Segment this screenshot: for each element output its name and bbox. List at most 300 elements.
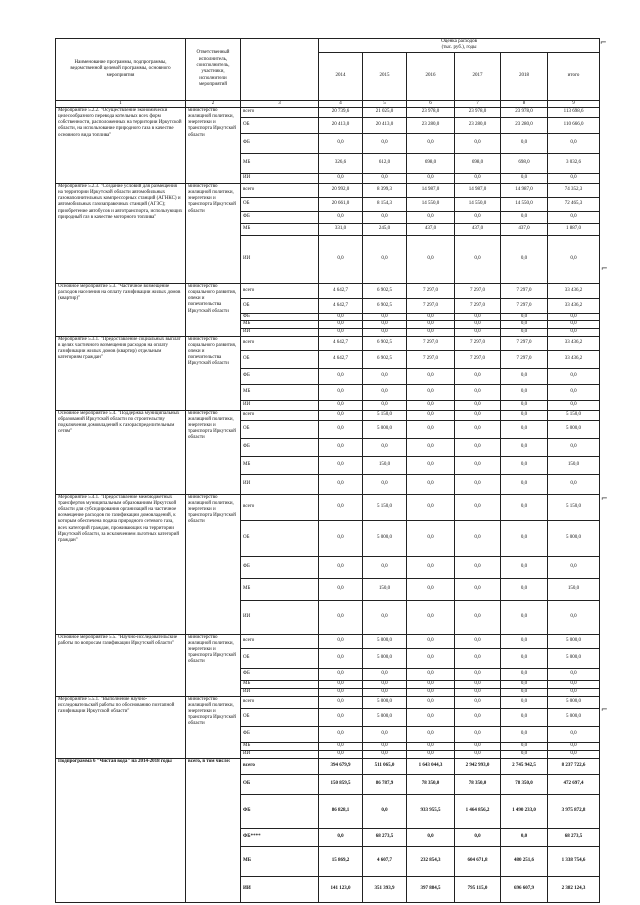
table-row [56,494,600,520]
funding-source-cell: ОБ [241,420,319,438]
amount-cell: 0,0 [407,708,455,726]
amount-cell: 6 902,5 [363,283,407,298]
amount-cell: 0,0 [319,668,363,680]
amount-cell: 78 350,0 [455,774,501,794]
funding-source-cell: всего [241,410,319,420]
amount-cell: 0,0 [319,313,363,320]
amount-cell: 1 490 233,0 [501,794,548,828]
amount-cell: 0,0 [501,474,548,494]
amount-cell: 6 902,5 [363,298,407,313]
amount-cell: 0,0 [319,384,363,400]
amount-cell: 0,0 [407,133,455,153]
amount-cell: 0,0 [455,828,501,846]
amount-cell: 5 000,0 [363,520,407,556]
amount-cell: 0,0 [455,313,501,320]
amount-cell: 0,0 [407,235,455,283]
funding-source-cell: ОБ [241,648,319,668]
amount-cell: 78 350,0 [501,774,548,794]
amount-cell: 0,0 [319,328,363,336]
executor-cell: министерство жилищной политики, энергетики и транспорта Иркутской области [186,107,241,183]
header-source-cell [241,39,319,101]
margin-mark: ⌐ [600,38,607,47]
executor-cell: министерство жилищной политики, энергетики и транспорта Иркутской области [186,183,241,283]
amount-cell: 0,0 [319,400,363,410]
amount-cell: 0,0 [407,680,455,688]
funding-source-cell: всего [241,107,319,117]
amount-cell: 20 661,0 [319,197,363,211]
amount-cell: 0,0 [407,648,455,668]
amount-cell: 0,0 [455,456,501,474]
amount-cell: 0,0 [455,368,501,384]
amount-cell: 23 280,0 [407,117,455,133]
amount-cell: 0,0 [407,696,455,708]
amount-cell: 0,0 [455,750,501,758]
funding-source-cell: всего [241,696,319,708]
amount-cell: 0,0 [548,328,600,336]
amount-cell: 0,0 [363,173,407,183]
header-year-2014: 2014 [319,52,363,100]
amount-cell: 0,0 [455,474,501,494]
column-index: 7 [455,100,501,107]
amount-cell: 0,0 [501,668,548,680]
amount-cell: 0,0 [548,438,600,456]
funding-source-cell: ИИ [241,600,319,634]
amount-cell: 0,0 [407,750,455,758]
funding-source-cell: ФБ [241,556,319,578]
amount-cell: 113 698,6 [548,107,600,117]
amount-cell: 23 280,0 [501,117,548,133]
amount-cell: 23 280,0 [455,117,501,133]
amount-cell: 7 297,0 [407,298,455,313]
amount-cell: 5 000,0 [548,696,600,708]
amount-cell: 0,0 [319,680,363,688]
amount-cell: 0,0 [407,668,455,680]
amount-cell: 0,0 [407,456,455,474]
amount-cell: 20 413,0 [319,117,363,133]
amount-cell: 5 150,0 [363,410,407,420]
column-index: 1 [56,100,186,107]
amount-cell: 0,0 [455,328,501,336]
header-name-cell: Наименование программы, подпрограммы, ведомственной целевой программы, основного мероприятия [56,39,186,101]
amount-cell: 4 642,7 [319,336,363,350]
funding-source-cell: МБ [241,456,319,474]
amount-cell: 0,0 [319,520,363,556]
amount-cell: 33 436,2 [548,298,600,313]
amount-cell: 0,0 [548,742,600,750]
funding-source-cell: ОБ [241,197,319,211]
amount-cell: 0,0 [501,556,548,578]
amount-cell: 4 642,7 [319,298,363,313]
column-index: 5 [363,100,407,107]
amount-cell: 397 884,5 [407,876,455,902]
amount-cell: 2 745 942,5 [501,758,548,774]
amount-cell: 0,0 [548,368,600,384]
amount-cell: 15 869,2 [319,846,363,876]
amount-cell: 0,0 [319,578,363,600]
funding-source-cell: всего [241,183,319,197]
margin-mark: ⌐ [601,264,608,273]
amount-cell: 0,0 [501,696,548,708]
amount-cell: 5 150,0 [548,410,600,420]
amount-cell: 0,0 [501,708,548,726]
amount-cell: 7 297,0 [501,350,548,368]
amount-cell: 0,0 [501,648,548,668]
amount-cell: 68 273,5 [548,828,600,846]
amount-cell: 141 123,0 [319,876,363,902]
amount-cell: 0,0 [455,211,501,223]
program-name-cell: Мероприятие 5.3.1. "Предоставление социальных выплат в целях частичного возмещения расходов на оплату газификации жилых домов (квартир) отдельным категориям граждан" [56,336,186,410]
amount-cell: 0,0 [407,578,455,600]
funding-source-cell: всего [241,634,319,648]
amount-cell: 33 436,2 [548,350,600,368]
amount-cell: 0,0 [319,420,363,438]
amount-cell: 4 607,7 [363,846,407,876]
program-name-cell: Основное мероприятие 5.3. "Частичное возмещение расходов населения на оплату газификации жилых домов (квартир)" [56,283,186,336]
amount-cell: 23 978,0 [501,107,548,117]
amount-cell: 698,0 [407,153,455,173]
amount-cell: 5 000,0 [548,420,600,438]
amount-cell: 0,0 [363,750,407,758]
amount-cell: 0,0 [455,668,501,680]
amount-cell: 0,0 [319,750,363,758]
amount-cell: 604 671,8 [455,846,501,876]
amount-cell: 0,0 [548,688,600,696]
amount-cell: 698,0 [501,153,548,173]
amount-cell: 6 902,5 [363,336,407,350]
amount-cell: 5 000,0 [363,634,407,648]
program-name-cell: Мероприятие 5.2.2. "Осуществление экономически целесообразного перевода котельных всех форм собственности, расположенных на территории Иркутской области, на использование природного газа в качестве основного вида топлива" [56,107,186,183]
amount-cell: 0,0 [455,688,501,696]
amount-cell: 0,0 [407,384,455,400]
amount-cell: 331,0 [319,223,363,235]
amount-cell: 0,0 [501,688,548,696]
amount-cell: 0,0 [363,384,407,400]
amount-cell: 0,0 [548,235,600,283]
executor-cell: министерство жилищной политики, энергетики и транспорта Иркутской области [186,634,241,696]
amount-cell: 5 150,0 [363,494,407,520]
amount-cell: 0,0 [548,313,600,320]
amount-cell: 0,0 [363,328,407,336]
header-year-2018: 2018 [501,52,548,100]
amount-cell: 0,0 [501,750,548,758]
column-index: 8 [501,100,548,107]
header-year-2016: 2016 [407,52,455,100]
header-executor-cell: Ответственный исполнитель, соисполнитель, участники, исполнители мероприятий [186,39,241,101]
amount-cell: 0,0 [455,680,501,688]
amount-cell: 110 666,0 [548,117,600,133]
amount-cell: 0,0 [501,133,548,153]
amount-cell: 326,6 [319,153,363,173]
amount-cell: 0,0 [501,173,548,183]
amount-cell: 5 000,0 [548,708,600,726]
funding-source-cell: ИИ [241,750,319,758]
funding-source-cell: ФБ [241,794,319,828]
header-year-2017: 2017 [455,52,501,100]
funding-source-cell: ИИ [241,235,319,283]
funding-source-cell: ФБ [241,368,319,384]
amount-cell: 0,0 [319,742,363,750]
funding-source-cell: ОБ [241,117,319,133]
program-name-cell: Мероприятие 5.5.1. "Выполнение научно-исследовательской работы по обоснованию поэтапной газификации Иркутской области" [56,696,186,758]
program-name-cell: Подпрограмма 6 "Чистая вода" на 2014-2018 годы [56,758,186,902]
amount-cell: 7 297,0 [455,283,501,298]
funding-source-cell: всего [241,494,319,520]
amount-cell: 5 000,0 [363,696,407,708]
column-index: 9 [548,100,600,107]
funding-source-cell: ОБ [241,774,319,794]
amount-cell: 351 393,9 [363,876,407,902]
amount-cell: 0,0 [501,494,548,520]
amount-cell: 8 154,3 [363,197,407,211]
amount-cell: 0,0 [548,173,600,183]
amount-cell: 0,0 [455,742,501,750]
amount-cell: 0,0 [455,556,501,578]
funding-source-cell: ФБ [241,211,319,223]
amount-cell: 7 297,0 [455,350,501,368]
funding-source-cell: МБ [241,384,319,400]
amount-cell: 0,0 [548,680,600,688]
amount-cell: 0,0 [407,742,455,750]
funding-source-cell: МБ [241,846,319,876]
amount-cell: 0,0 [319,688,363,696]
amount-cell: 23 978,0 [455,107,501,117]
amount-cell: 0,0 [363,794,407,828]
funding-source-cell: ОБ [241,298,319,313]
amount-cell: 472 697,4 [548,774,600,794]
amount-cell: 0,0 [501,328,548,336]
amount-cell: 933 955,5 [407,794,455,828]
amount-cell: 7 297,0 [501,298,548,313]
table-row [56,107,600,117]
budget-table [55,38,600,903]
amount-cell: 0,0 [548,384,600,400]
funding-source-cell: всего [241,283,319,298]
amount-cell: 14 987,0 [455,183,501,197]
amount-cell: 795 115,0 [455,876,501,902]
amount-cell: 0,0 [455,420,501,438]
funding-source-cell: ИИ [241,328,319,336]
amount-cell: 0,0 [319,828,363,846]
amount-cell: 0,0 [455,384,501,400]
funding-source-cell: ОБ [241,708,319,726]
amount-cell: 0,0 [319,211,363,223]
executor-cell: министерство жилищной политики, энергетики и транспорта Иркутской области [186,696,241,758]
header-estimate-label: Оценка расходов [441,39,478,44]
amount-cell: 74 352,3 [548,183,600,197]
amount-cell: 5 150,0 [548,494,600,520]
amount-cell: 7 297,0 [455,298,501,313]
executor-cell: министерство социального развития, опеки и попечительства Иркутской области [186,336,241,410]
column-index: 2 [186,100,241,107]
amount-cell: 0,0 [319,456,363,474]
margin-mark: ⌐ [601,705,608,714]
amount-cell: 1 464 856,2 [455,794,501,828]
amount-cell: 0,0 [407,313,455,320]
amount-cell: 0,0 [407,494,455,520]
program-name-cell: Мероприятие 5.2.3. "Создание условий для размещения на территории Иркутской области автомобильных газонаполнительных компрессорных станций (АГНКС) и автомобильных газозаправочных станций (АГЗС); приобретение автобусов и автотранспорта, использующих природный газ в качестве моторного топлива" [56,183,186,283]
amount-cell: 0,0 [319,173,363,183]
funding-source-cell: ФБ [241,726,319,742]
amount-cell: 0,0 [501,520,548,556]
executor-cell: министерство жилищной политики, энергетики и транспорта Иркутской области [186,494,241,634]
executor-cell: министерство социального развития, опеки и попечительства Иркутской области [186,283,241,336]
amount-cell: 0,0 [319,696,363,708]
amount-cell: 0,0 [501,321,548,328]
amount-cell: 150,0 [548,578,600,600]
column-index: 6 [407,100,455,107]
amount-cell: 33 436,2 [548,283,600,298]
amount-cell: 68 273,5 [363,828,407,846]
funding-source-cell: ФБ**** [241,828,319,846]
amount-cell: 0,0 [501,680,548,688]
amount-cell: 0,0 [363,313,407,320]
amount-cell: 0,0 [501,742,548,750]
program-name-cell: Основное мероприятие 5.4. "Поддержка муниципальных образований Иркутской области по строительству подключения домовладений к газораспределительным сетям" [56,410,186,494]
amount-cell: 394 679,9 [319,758,363,774]
amount-cell: 0,0 [363,133,407,153]
amount-cell: 2 382 124,3 [548,876,600,902]
amount-cell: 7 297,0 [407,336,455,350]
amount-cell: 0,0 [407,321,455,328]
executor-cell: всего, в том числе: [186,758,241,902]
amount-cell: 437,0 [501,223,548,235]
amount-cell: 0,0 [407,211,455,223]
funding-source-cell: ФБ [241,133,319,153]
amount-cell: 21 025,0 [363,107,407,117]
funding-source-cell: МБ [241,578,319,600]
amount-cell: 437,0 [407,223,455,235]
funding-source-cell: всего [241,758,319,774]
funding-source-cell: ИИ [241,688,319,696]
amount-cell: 7 297,0 [455,336,501,350]
amount-cell: 0,0 [407,600,455,634]
amount-cell: 0,0 [455,400,501,410]
amount-cell: 0,0 [407,438,455,456]
amount-cell: 0,0 [455,133,501,153]
amount-cell: 0,0 [407,368,455,384]
amount-cell: 0,0 [548,400,600,410]
amount-cell: 0,0 [319,235,363,283]
funding-source-cell: ФБ [241,438,319,456]
header-year-total: итого [548,52,600,100]
amount-cell: 0,0 [319,410,363,420]
table-row [56,634,600,648]
amount-cell: 0,0 [363,438,407,456]
funding-source-cell: МБ [241,680,319,688]
program-name-cell: Мероприятие 5.4.1. "Предоставление межбюджетных трансфертов муниципальным образованиям Иркутской области для субсидирования организаций на частичное возмещение расходов по газификации домовладений, к которым обеспечена подача природного сетевого газа, всех категорий граждан, проживающих на территории Иркутской области, за исключением льготных категорий граждан" [56,494,186,634]
table-row [56,758,600,774]
amount-cell: 150,0 [548,456,600,474]
amount-cell: 0,0 [455,696,501,708]
amount-cell: 232 854,3 [407,846,455,876]
amount-cell: 0,0 [455,494,501,520]
amount-cell: 0,0 [319,368,363,384]
amount-cell: 86 828,1 [319,794,363,828]
budget-table-sheet [55,38,599,903]
amount-cell: 0,0 [501,420,548,438]
funding-source-cell: всего [241,336,319,350]
amount-cell: 0,0 [363,235,407,283]
amount-cell: 0,0 [363,668,407,680]
amount-cell: 0,0 [319,708,363,726]
amount-cell: 4 642,7 [319,283,363,298]
amount-cell: 0,0 [455,438,501,456]
amount-cell: 0,0 [363,474,407,494]
amount-cell: 14 987,0 [407,183,455,197]
header-unit-label: (тыс. руб.), годы [441,45,477,51]
funding-source-cell: ИИ [241,876,319,902]
table-row [56,283,600,298]
amount-cell: 0,0 [548,726,600,742]
amount-cell: 14 550,0 [501,197,548,211]
amount-cell: 4 642,7 [319,350,363,368]
amount-cell: 0,0 [363,556,407,578]
amount-cell: 3 032,6 [548,153,600,173]
amount-cell: 5 000,0 [363,708,407,726]
amount-cell: 437,0 [455,223,501,235]
amount-cell: 0,0 [501,235,548,283]
amount-cell: 0,0 [548,668,600,680]
amount-cell: 6 902,5 [363,350,407,368]
amount-cell: 7 297,0 [501,283,548,298]
amount-cell: 0,0 [548,750,600,758]
amount-cell: 698,0 [455,153,501,173]
amount-cell: 8 237 722,6 [548,758,600,774]
funding-source-cell: МБ [241,742,319,750]
amount-cell: 0,0 [455,600,501,634]
amount-cell: 5 000,0 [548,520,600,556]
amount-cell: 14 550,0 [455,197,501,211]
amount-cell: 0,0 [319,474,363,494]
amount-cell: 0,0 [407,410,455,420]
amount-cell: 0,0 [501,410,548,420]
funding-source-cell: МБ [241,321,319,328]
amount-cell: 23 978,0 [407,107,455,117]
amount-cell: 0,0 [455,634,501,648]
amount-cell: 0,0 [455,648,501,668]
amount-cell: 150,0 [363,578,407,600]
amount-cell: 1 338 754,6 [548,846,600,876]
amount-cell: 0,0 [455,578,501,600]
amount-cell: 0,0 [407,634,455,648]
amount-cell: 86 787,9 [363,774,407,794]
amount-cell: 33 436,2 [548,336,600,350]
amount-cell: 150,0 [363,456,407,474]
amount-cell: 0,0 [501,600,548,634]
funding-source-cell: ОБ [241,350,319,368]
amount-cell: 0,0 [407,400,455,410]
amount-cell: 0,0 [501,828,548,846]
funding-source-cell: МБ [241,223,319,235]
amount-cell: 1 887,0 [548,223,600,235]
table-row [56,336,600,350]
amount-cell: 20 992,0 [319,183,363,197]
amount-cell: 0,0 [363,400,407,410]
amount-cell: 0,0 [501,313,548,320]
funding-source-cell: ФБ [241,668,319,680]
amount-cell: 0,0 [363,742,407,750]
amount-cell: 78 350,0 [407,774,455,794]
amount-cell: 0,0 [455,520,501,556]
amount-cell: 0,0 [319,133,363,153]
header-year-2015: 2015 [363,52,407,100]
amount-cell: 0,0 [407,688,455,696]
amount-cell: 0,0 [319,556,363,578]
amount-cell: 150 859,5 [319,774,363,794]
header-estimate-cell [319,39,600,53]
amount-cell: 511 065,0 [363,758,407,774]
amount-cell: 0,0 [455,726,501,742]
